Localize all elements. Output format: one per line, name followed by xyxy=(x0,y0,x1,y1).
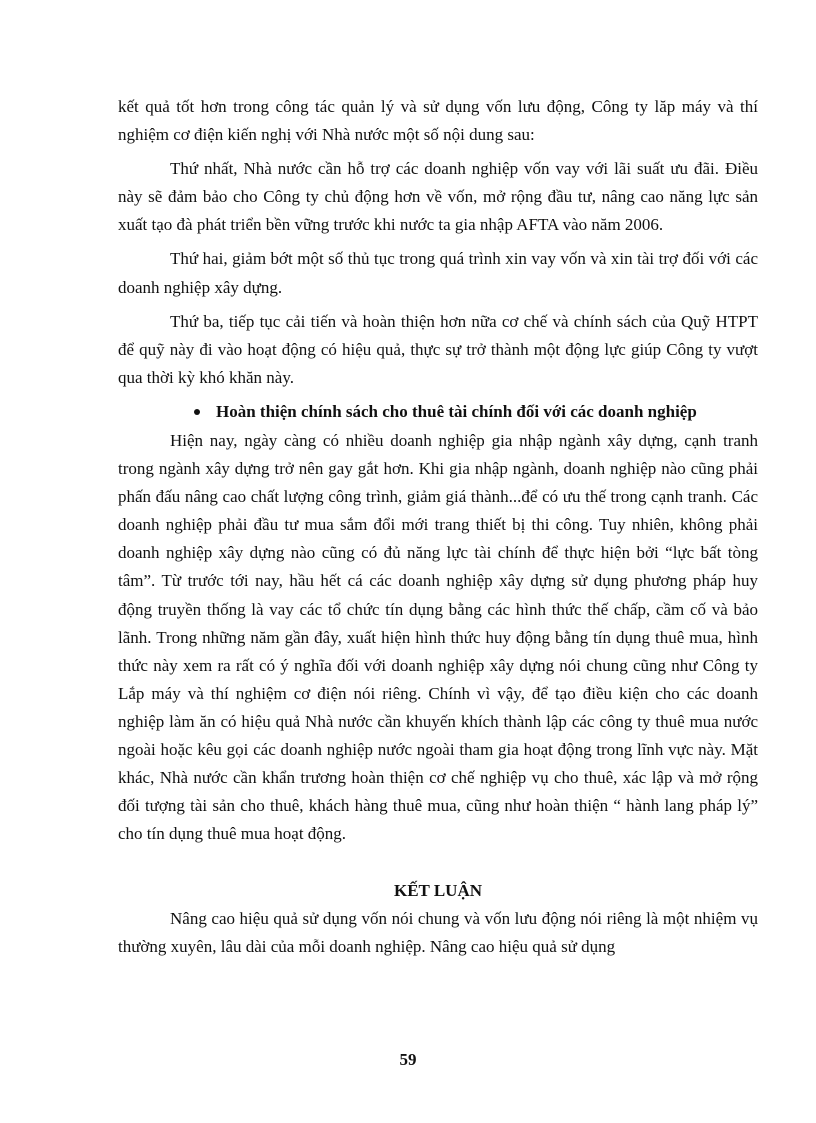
paragraph-conclusion: Nâng cao hiệu quả sử dụng vốn nói chung và vốn lưu động nói riêng là một nhiệm vụ thường xuyên, lâu dài của mỗi doanh nghiệp. Nâng cao hiệu quả sử dụng xyxy=(118,909,758,957)
paragraph-third-recommendation: Thứ ba, tiếp tục cải tiến và hoàn thiện hơn nữa cơ chế và chính sách của Quỹ HTPT để quỹ này đi vào hoạt động có hiệu quả, thực sự trở thành một động lực giúp Công ty vượt qua thời kỳ khó khăn này. xyxy=(118,311,758,387)
paragraph-second-recommendation: Thứ hai, giảm bớt một số thủ tục trong quá trình xin vay vốn và xin tài trợ đối với các doanh nghiệp xây dựng. xyxy=(118,249,758,297)
conclusion-title: KẾT LUẬN xyxy=(393,881,482,901)
page-content xyxy=(118,93,758,962)
bullet-icon xyxy=(194,409,200,415)
paragraph-leasing-policy: Hiện nay, ngày càng có nhiều doanh nghiệp gia nhập ngành xây dựng, cạnh tranh trong ngành xây dựng trở nên gay gắt hơn. Khi gia nhập ngành, doanh nghiệp nào cũng phải phấn đấu nâng cao chất lượng công trình, giảm giá thành...để có ưu thế trong cạnh tranh. Các doanh nghiệp phải đầu tư mua sắm đổi mới trang thiết bị thi công. Tuy nhiên, không phải doanh nghiệp xây dựng nào cũng có đủ năng lực tài chính để thực hiện bởi “lực bất tòng tâm”. Từ trước tới nay, hầu hết cá các doanh nghiệp xây dựng sử dụng phương pháp huy động truyền thống là vay các tổ chức tín dụng bằng các hình thức thế chấp, cầm cố và bảo lãnh. Trong những năm gần đây, xuất hiện hình thức huy động bằng tín dụng thuê mua, hình thức này xem ra rất có ý nghĩa đối với doanh nghiệp xây dựng nói chung cũng như Công ty Lắp máy và thí nghiệm cơ điện nói riêng. Chính vì vậy, để tạo điều kiện cho các doanh nghiệp làm ăn có hiệu quả Nhà nước cần khuyến khích thành lập các công ty thuê mua nước ngoài hoặc kêu gọi các doanh nghiệp nước ngoài tham gia hoạt động trong lĩnh vực này. Mặt khác, Nhà nước cần khẩn trương hoàn thiện cơ chế nghiệp vụ cho thuê, xác lập và mở rộng đối tượng tài sản cho thuê, khách hàng thuê mua, cũng như hoàn thiện “ hành lang pháp lý” cho tín dụng thuê mua hoạt động. xyxy=(118,430,758,844)
paragraph-intro: kết quả tốt hơn trong công tác quản lý và sử dụng vốn lưu động, Công ty lăp máy và thí nghiệm cơ điện kiến nghị với Nhà nước một số nội dung sau: xyxy=(118,97,758,145)
page-number: 59 xyxy=(399,1050,417,1069)
bullet-heading xyxy=(118,398,758,426)
paragraph-first-recommendation: Thứ nhất, Nhà nước cần hỗ trợ các doanh nghiệp vốn vay với lãi suất ưu đãi. Điều này sẽ đảm bảo cho Công ty chủ động hơn về vốn, mở rộng đầu tư, nâng cao năng lực sản xuất tạo đà phát triển bền vững trước khi nước ta gia nhập AFTA vào năm 2006. xyxy=(118,159,758,235)
bullet-heading-text: Hoàn thiện chính sách cho thuê tài chính đối với các doanh nghiệp xyxy=(216,401,697,421)
